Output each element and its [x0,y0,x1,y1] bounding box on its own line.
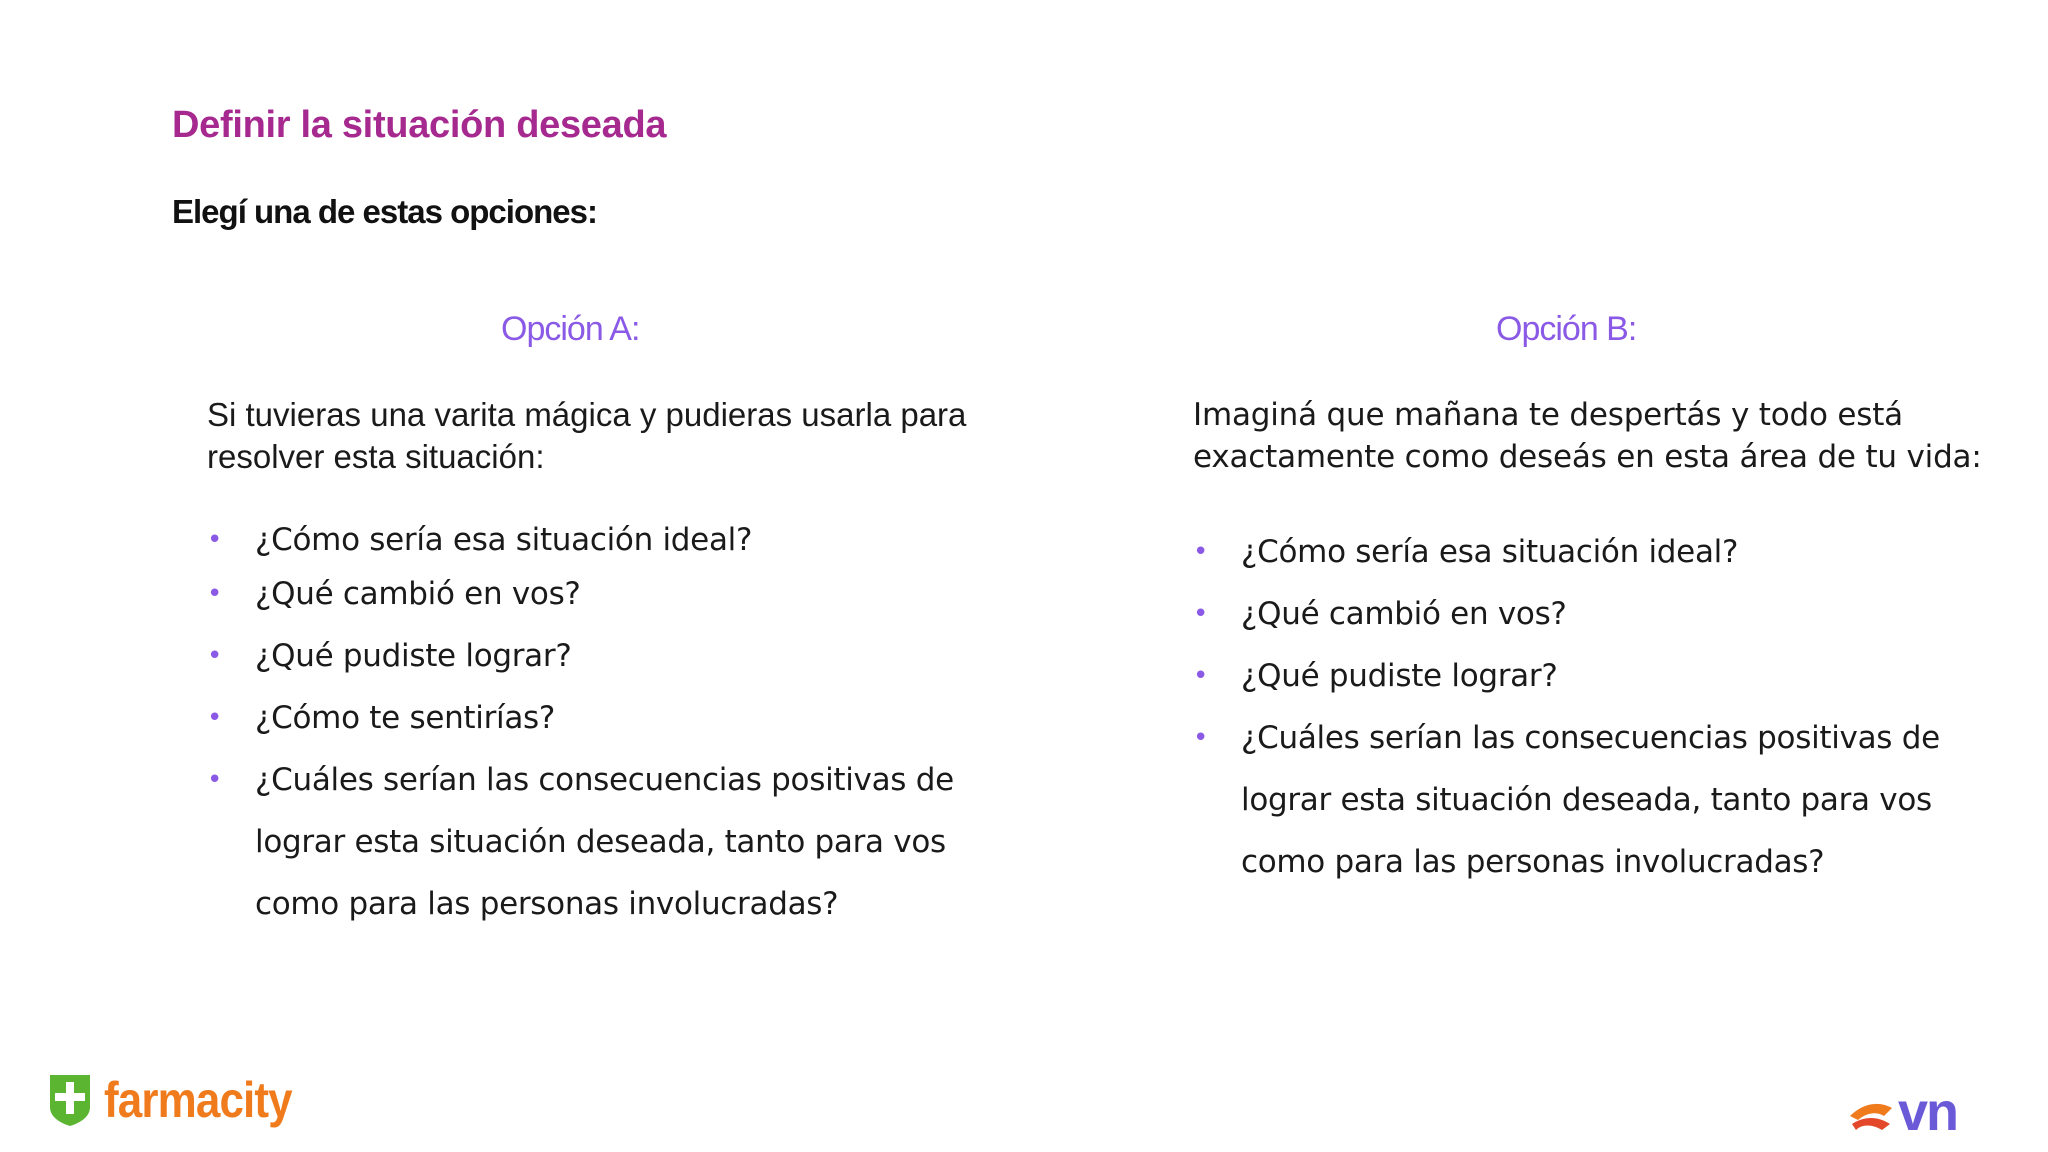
option-b-intro: Imaginá que mañana te despertás y todo está exactamente como deseás en esta área de tu vida: [1193,397,1982,475]
list-item-text: ¿Qué pudiste lograr? [1241,658,1558,694]
page-subtitle: Elegí una de estas opciones: [172,193,597,230]
option-b-list [1193,521,1993,893]
list-item-text: ¿Cómo sería esa situación ideal? [255,522,753,558]
option-a-list [207,509,967,935]
page-title: Definir la situación deseada [172,104,667,146]
bullet-icon: • [207,579,223,609]
list-item [1193,521,1993,583]
list-item-text: ¿Qué pudiste lograr? [255,638,572,674]
farmacity-wordmark: farmacity [104,1072,292,1128]
bullet-icon: • [207,641,223,671]
option-a-intro: Si tuvieras una varita mágica y pudieras usarla para resolver esta situación: [207,396,967,475]
list-item [207,509,967,571]
bullet-icon: • [207,525,223,555]
bullet-icon: • [1193,537,1209,567]
option-b-heading: Opción B: [1496,310,1637,348]
bullet-icon: • [1193,661,1209,691]
list-item-text: ¿Cómo te sentirías? [255,700,556,736]
list-item [1193,583,1993,645]
list-item [1193,707,1993,893]
list-item-text: ¿Cuáles serían las consecuencias positivas de lograr esta situación deseada, tanto para vos como para las personas involucradas? [255,762,954,922]
list-item [207,749,967,935]
list-item [207,625,967,687]
farmacity-logo [48,1072,317,1128]
list-item [207,687,967,749]
list-item [1193,645,1993,707]
list-item [207,563,967,625]
bullet-icon: • [1193,723,1209,753]
vn-logo-icon [1848,1086,2000,1134]
vn-logo-text: vn [1898,1086,1958,1134]
list-item-text: ¿Cuáles serían las consecuencias positivas de lograr esta situación deseada, tanto para vos como para las personas involucradas? [1241,720,1940,880]
plus-shield-icon [48,1073,92,1127]
option-a-heading: Opción A: [501,310,640,348]
bullet-icon: • [1193,599,1209,629]
list-item-text: ¿Cómo sería esa situación ideal? [1241,534,1739,570]
bullet-icon: • [207,765,223,795]
list-item-text: ¿Qué cambió en vos? [1241,596,1567,632]
list-item-text: ¿Qué cambió en vos? [255,576,581,612]
bullet-icon: • [207,703,223,733]
